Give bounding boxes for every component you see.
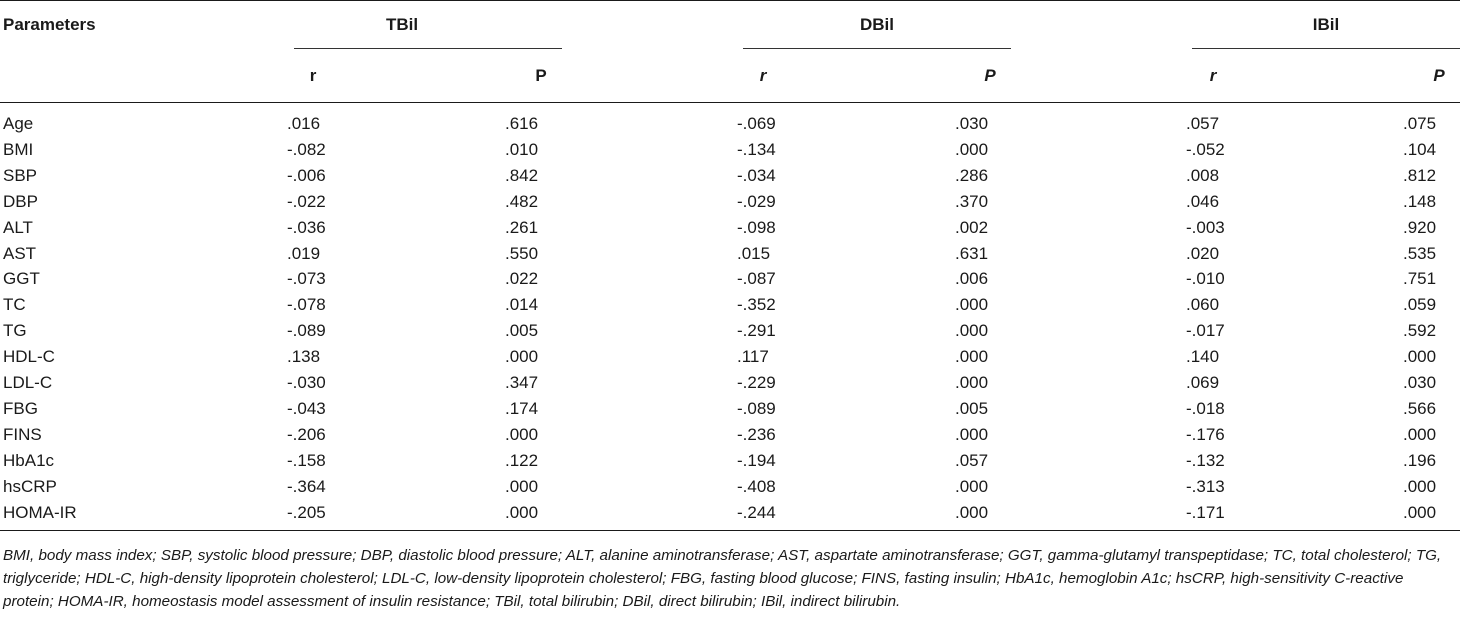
table-cell: -.078 — [287, 295, 326, 315]
table-cell: .022 — [505, 269, 539, 289]
table-cell: .000 — [955, 139, 989, 159]
row-parameter-name: FBG — [3, 398, 38, 418]
table-cell: .015 — [737, 243, 771, 263]
table-cell: -.089 — [737, 398, 776, 418]
table-cell: .592 — [1403, 321, 1437, 341]
table-cell: -.029 — [737, 191, 776, 211]
header-group-tbil: TBil — [385, 15, 419, 34]
table-cell: .482 — [505, 191, 539, 211]
table-cell: .000 — [955, 476, 989, 496]
table-cell: .000 — [955, 347, 989, 367]
table-cell: .261 — [505, 217, 539, 237]
table-cell: .006 — [955, 269, 989, 289]
table-cell: .000 — [1403, 502, 1437, 522]
table-cell: -.229 — [737, 373, 776, 392]
row-parameter-name: FINS — [3, 424, 42, 444]
table-cell: .140 — [1186, 347, 1220, 367]
table-cell: -.132 — [1186, 450, 1225, 470]
table-cell: -.003 — [1186, 217, 1225, 237]
row-parameter-name: HOMA-IR — [3, 502, 77, 522]
table-cell: -.036 — [287, 217, 326, 237]
row-parameter-name: SBP — [3, 165, 38, 185]
row-parameter-name: BMI — [3, 139, 34, 159]
subheader-dbil-p: P — [984, 66, 996, 85]
table-cell: -.089 — [287, 321, 326, 341]
row-parameter-name: hsCRP — [3, 476, 57, 496]
table-cell: -.018 — [1186, 398, 1225, 418]
table-cell: -.206 — [287, 424, 326, 444]
table-cell: -.408 — [737, 476, 776, 496]
table-cell: -.352 — [737, 295, 776, 315]
table-cell: .631 — [955, 243, 989, 263]
table-cell: .196 — [1403, 450, 1437, 470]
table-cell: -.082 — [287, 139, 326, 159]
row-parameter-name: GGT — [3, 269, 40, 289]
table-cell: .286 — [955, 165, 989, 185]
table-cell: .000 — [505, 424, 539, 444]
table-cell: .019 — [287, 243, 321, 263]
table-cell: .000 — [505, 476, 539, 496]
table-cell: .000 — [1403, 476, 1437, 496]
table-cell: .751 — [1403, 269, 1437, 289]
table-cell: -.134 — [737, 139, 776, 159]
row-parameter-name: HDL-C — [3, 347, 55, 367]
table-cell: -.017 — [1186, 321, 1225, 341]
table-cell: -.176 — [1186, 424, 1225, 444]
table-cell: .000 — [1403, 347, 1437, 367]
table-cell: -.034 — [737, 165, 776, 185]
table-cell: .000 — [1403, 424, 1437, 444]
table-top-rule — [0, 0, 1460, 1]
table-cell: -.236 — [737, 424, 776, 444]
table-cell: -.022 — [287, 191, 326, 211]
table-cell: .075 — [1403, 114, 1437, 133]
row-parameter-name: HbA1c — [3, 450, 55, 470]
table-cell: .030 — [955, 114, 989, 133]
table-cell: .347 — [505, 373, 539, 392]
table-cell: .005 — [955, 398, 989, 418]
table-cell: -.006 — [287, 165, 326, 185]
header-group-ibil: IBil — [1312, 15, 1340, 34]
table-cell: .000 — [955, 424, 989, 444]
subheader-ibil-r: r — [1209, 66, 1217, 85]
table-cell: .000 — [505, 502, 539, 522]
row-parameter-name: TG — [3, 321, 27, 341]
table-cell: -.073 — [287, 269, 326, 289]
table-cell: -.171 — [1186, 502, 1225, 522]
table-cell: .020 — [1186, 243, 1220, 263]
table-cell: -.010 — [1186, 269, 1225, 289]
row-parameter-name: AST — [3, 243, 37, 263]
table-cell: .010 — [505, 139, 539, 159]
table-cell: .370 — [955, 191, 989, 211]
subheader-dbil-r: r — [759, 66, 767, 85]
table-cell: .069 — [1186, 373, 1220, 392]
table-cell: -.205 — [287, 502, 326, 522]
table-cell: -.098 — [737, 217, 776, 237]
row-parameter-name: ALT — [3, 217, 33, 237]
table-cell: .812 — [1403, 165, 1437, 185]
table-cell: -.043 — [287, 398, 326, 418]
table-cell: -.069 — [737, 114, 776, 133]
table-cell: -.158 — [287, 450, 326, 470]
table-cell: -.194 — [737, 450, 776, 470]
subheader-tbil-p: P — [535, 66, 547, 85]
table-cell: .057 — [1186, 114, 1220, 133]
group-rule-ibil — [1192, 48, 1460, 49]
table-cell: -.087 — [737, 269, 776, 289]
table-cell: -.364 — [287, 476, 326, 496]
table-cell: .550 — [505, 243, 539, 263]
table-cell: .000 — [955, 373, 989, 392]
row-parameter-name: Age — [3, 114, 34, 133]
table-cell: .008 — [1186, 165, 1220, 185]
header-group-dbil: DBil — [860, 15, 894, 34]
table-cell: .002 — [955, 217, 989, 237]
table-cell: .104 — [1403, 139, 1437, 159]
table-cell: .000 — [505, 347, 539, 367]
table-bottom-rule — [0, 530, 1460, 531]
table-cell: -.291 — [737, 321, 776, 341]
subheader-tbil-r: r — [309, 66, 317, 85]
table-cell: .014 — [505, 295, 539, 315]
table-cell: .000 — [955, 502, 989, 522]
table-cell: .000 — [955, 321, 989, 341]
subheader-ibil-p: P — [1433, 66, 1445, 85]
header-parameters: Parameters — [3, 15, 96, 34]
row-parameter-name: LDL-C — [3, 373, 53, 392]
table-cell: .117 — [737, 347, 769, 367]
group-rule-tbil — [294, 48, 562, 49]
table-cell: .005 — [505, 321, 539, 341]
table-cell: .566 — [1403, 398, 1437, 418]
row-parameter-name: TC — [3, 295, 26, 315]
table-cell: .174 — [505, 398, 539, 418]
table-cell: .122 — [505, 450, 539, 470]
table-cell: -.244 — [737, 502, 776, 522]
table-cell: .059 — [1403, 295, 1437, 315]
table-cell: .535 — [1403, 243, 1437, 263]
table-cell: .920 — [1403, 217, 1437, 237]
table-cell: -.052 — [1186, 139, 1225, 159]
table-cell: .616 — [505, 114, 539, 133]
header-bottom-rule — [0, 102, 1460, 103]
group-rule-dbil — [743, 48, 1011, 49]
table-cell: .057 — [955, 450, 989, 470]
table-cell: .016 — [287, 114, 321, 133]
table-cell: -.030 — [287, 373, 326, 392]
table-cell: -.313 — [1186, 476, 1225, 496]
table-cell: .842 — [505, 165, 539, 185]
table-cell: .046 — [1186, 191, 1220, 211]
row-parameter-name: DBP — [3, 191, 38, 211]
table-cell: .000 — [955, 295, 989, 315]
table-cell: .060 — [1186, 295, 1220, 315]
table-cell: .148 — [1403, 191, 1437, 211]
table-cell: .030 — [1403, 373, 1437, 392]
table-footnote: BMI, body mass index; SBP, systolic blood pressure; DBP, diastolic blood pressure; ALT, alanine aminotransferase; AST, aspartate aminotransferase; GGT, gamma-glutamyl transpeptidase; TC, total cholesterol; TG, triglyceride; HDL-C, high-density lipoprotein cholesterol; LDL-C, low-density lipoprotein cholesterol; FBG, fasting blood glucose; FINS, fasting insulin; HbA1c, hemoglobin A1c; hsCRP, high-sensitivity C-reactive protein; HOMA-IR, homeostasis model assessment of insulin resistance; TBil, total bilirubin; DBil, direct bilirubin; IBil, indirect bilirubin. — [3, 547, 1442, 610]
table-cell: .138 — [287, 347, 321, 367]
